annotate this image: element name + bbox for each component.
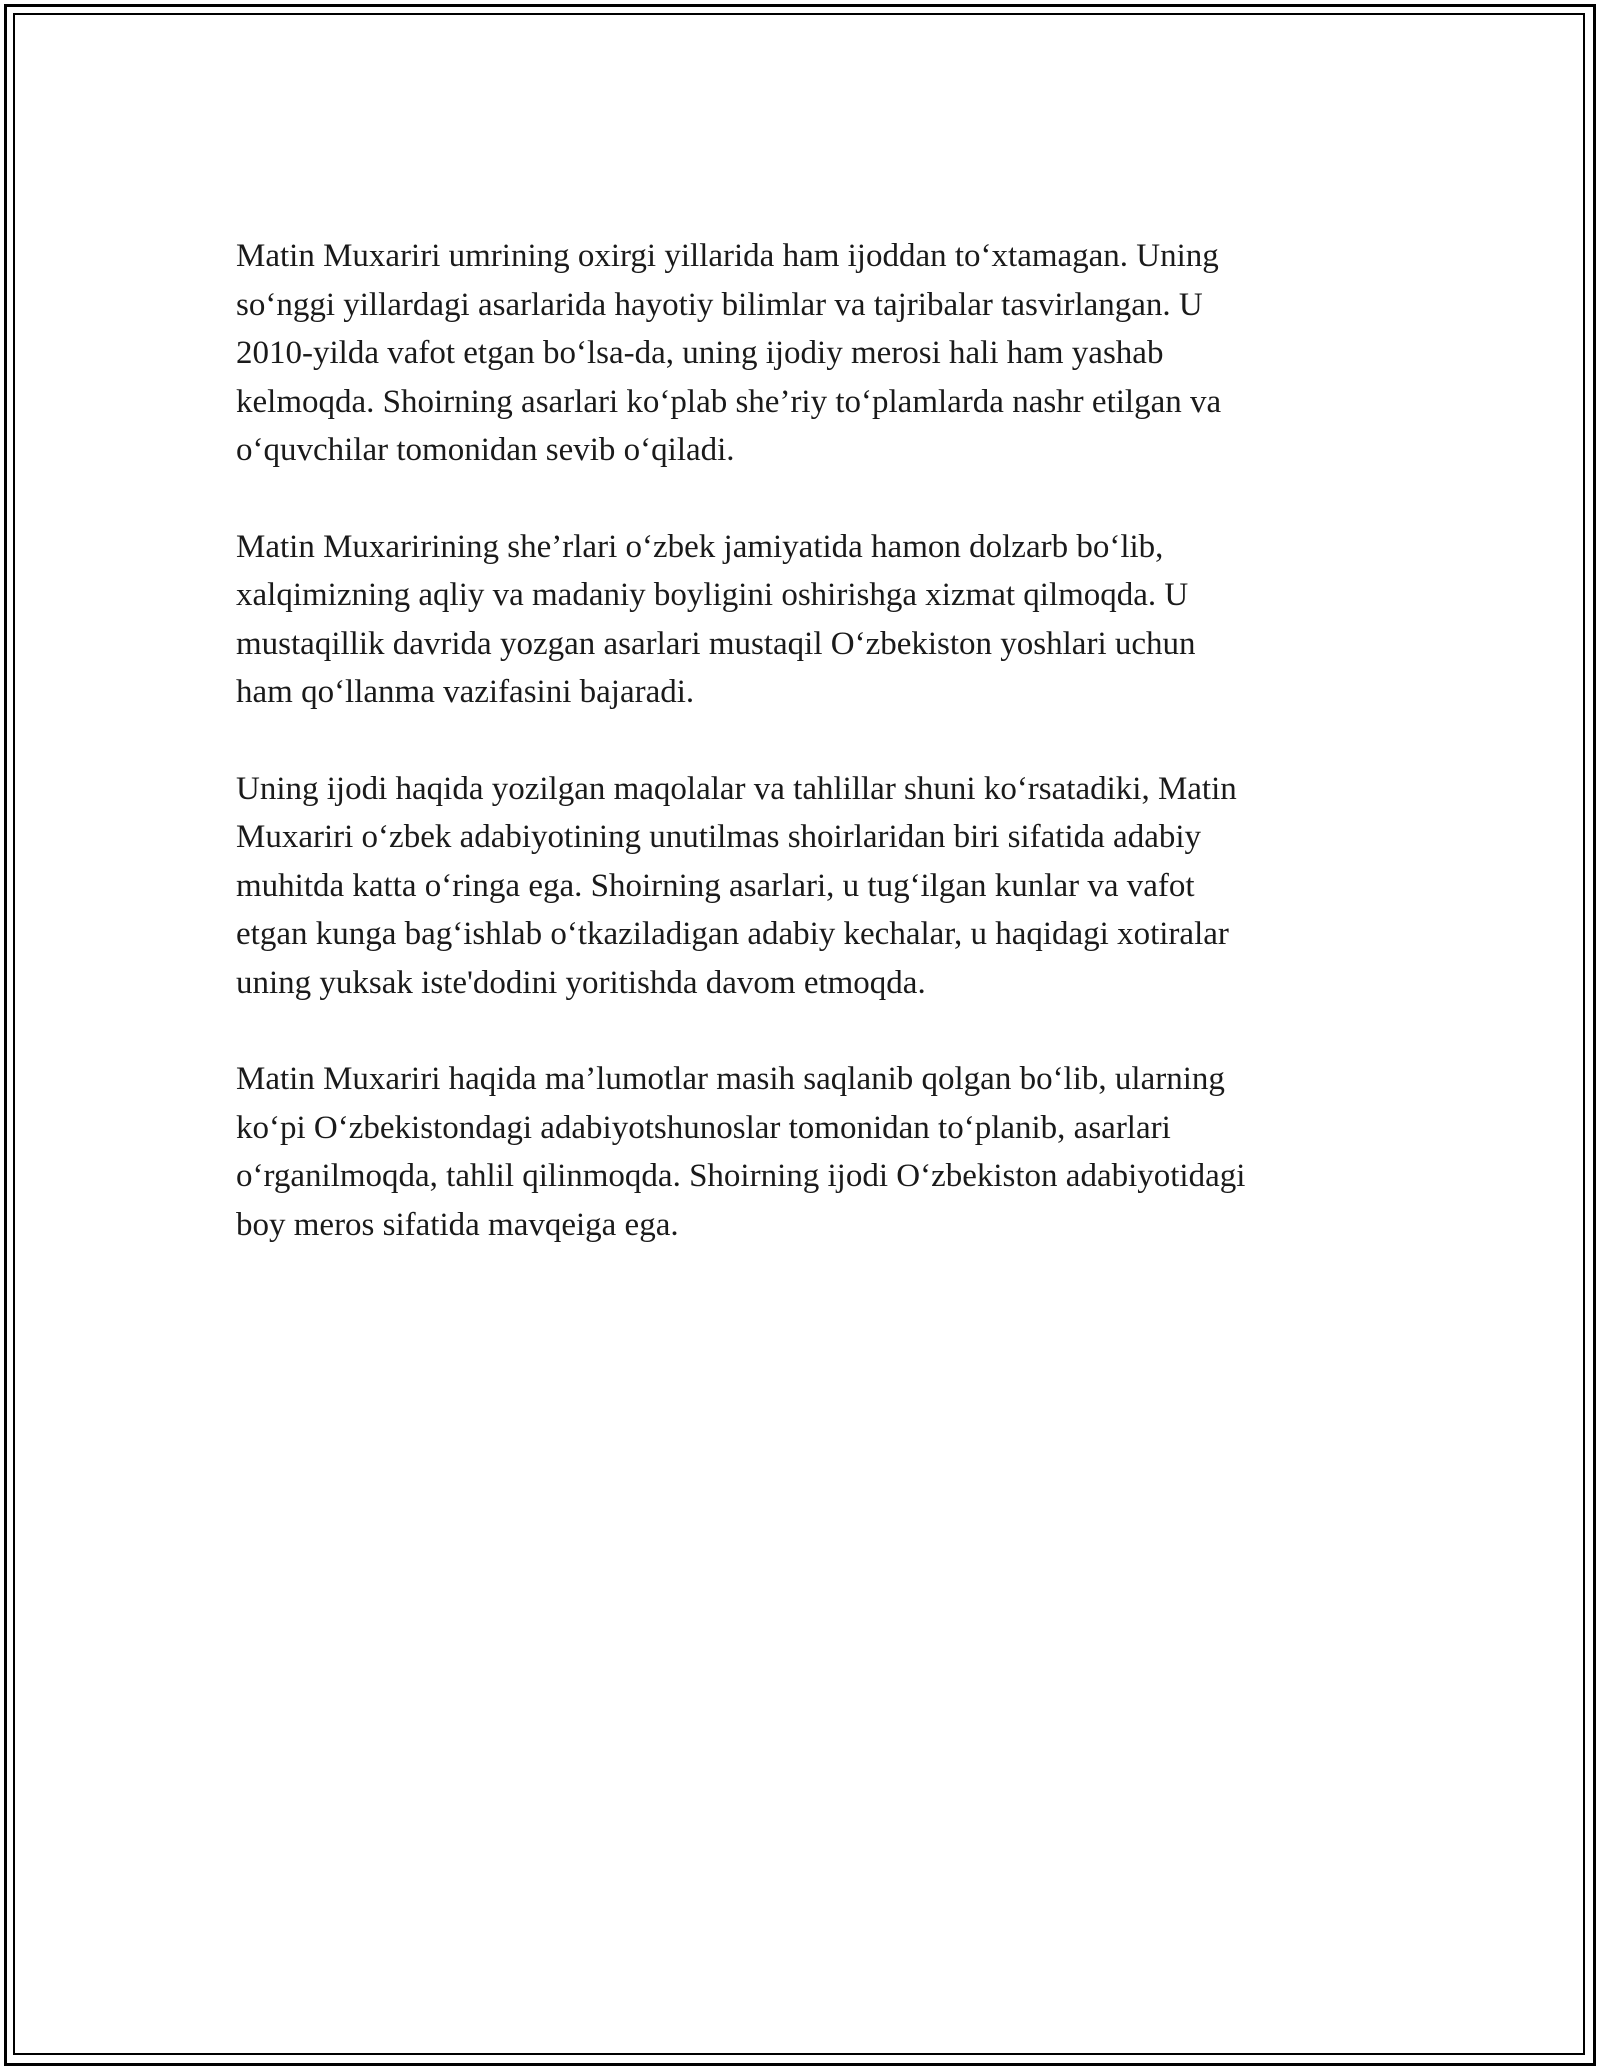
paragraph-4: Matin Muxariri haqida ma’lumotlar masih saqlanib qolgan bo‘lib, ularning ko‘pi O‘zbekistondagi adabiyotshunoslar tomonidan to‘planib, asarlari o‘rganilmoqda, tahlil qilinmoqda. Shoirning ijodi O‘zbekiston adabiyotidagi boy meros sifatida mavqeiga ega. <box>236 1061 1246 1243</box>
paragraph-1: Matin Muxariri umrining oxirgi yillarida ham ijoddan to‘xtamagan. Uning so‘nggi yillardagi asarlarida hayotiy bilimlar va tajribalar tasvirlangan. U 2010-yilda vafot etgan bo‘lsa-da, uning ijodiy merosi hali ham yashab kelmoqda. Shoirning asarlari ko‘plab she’riy to‘plamlarda nashr etilgan va o‘quvchilar tomonidan sevib o‘qiladi. <box>236 238 1222 468</box>
paragraph-3: Uning ijodi haqida yozilgan maqolalar va tahlillar shuni ko‘rsatadiki, Matin Muxariri o‘zbek adabiyotining unutilmas shoirlaridan biri sifatida adabiy muhitda katta o‘ringa ega. Shoirning asarlari, u tug‘ilgan kunlar va vafot etgan kunga bag‘ishlab o‘tkaziladigan adabiy kechalar, u haqidagi xotiralar uning yuksak iste'dodini yoritishda davom etmoqda. <box>236 770 1237 1001</box>
paragraph-2: Matin Muxaririning she’rlari o‘zbek jamiyatida hamon dolzarb bo‘lib, xalqimizning aqliy va madaniy boyligini oshirishga xizmat qilmoqda. U mustaqillik davrida yozgan asarlari mustaqil O‘zbekiston yoshlari uchun ham qo‘llanma vazifasini bajaradi. <box>236 528 1196 710</box>
document-body <box>236 232 1386 1297</box>
